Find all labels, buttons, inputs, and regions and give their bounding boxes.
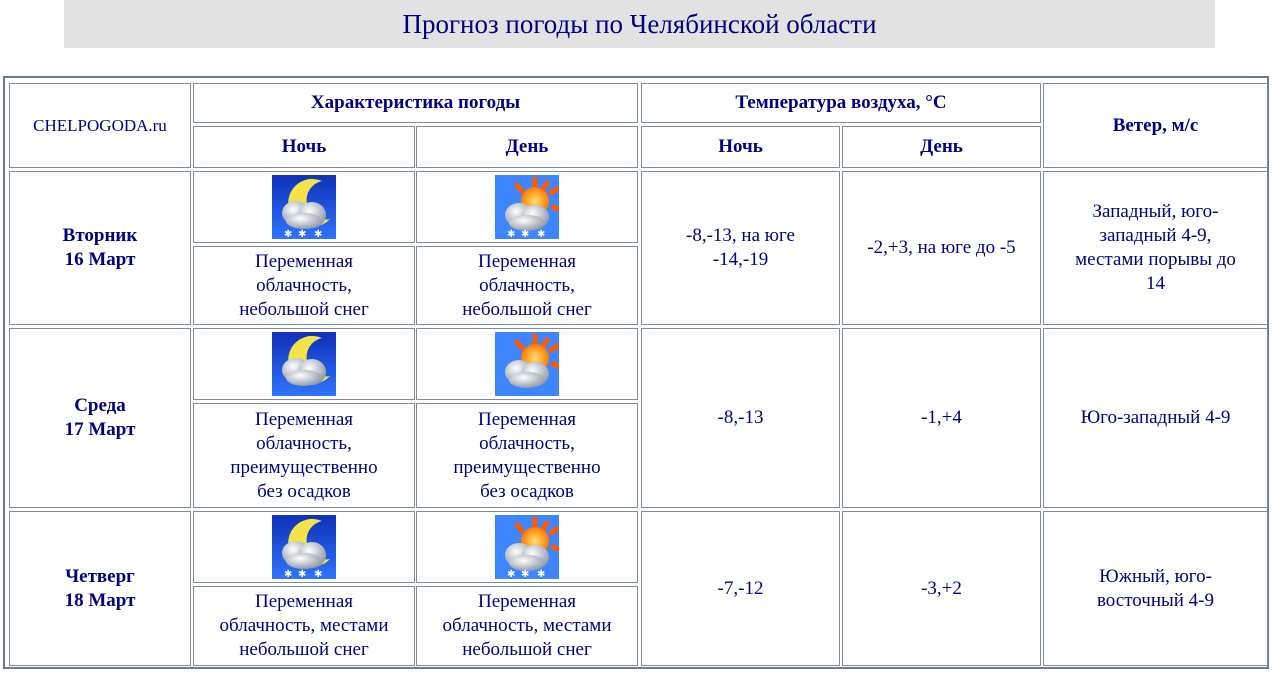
moon-cloud-snow-icon <box>272 515 336 579</box>
desc-line: Переменная <box>477 408 577 430</box>
weekday: Среда <box>74 395 126 416</box>
wind-cell-3 <box>1043 511 1268 666</box>
date: 16 Март <box>64 249 136 270</box>
temp-line: -14,-19 <box>712 249 769 270</box>
temp-value: -3,+2 <box>921 577 962 599</box>
moon-cloud-icon <box>272 332 336 396</box>
day-icon-cell-1 <box>416 171 638 243</box>
desc-line: преимущественно <box>453 456 601 478</box>
temp-value: -8,-13 <box>717 407 764 428</box>
moon-cloud-snow-icon <box>272 175 336 239</box>
wind-header <box>1043 83 1268 168</box>
day-temp-cell-2 <box>842 328 1041 508</box>
wind-line: западный 4-9, <box>1099 225 1212 246</box>
night-icon-cell-1 <box>193 171 415 243</box>
site-name-cell <box>9 83 191 168</box>
desc-line: Переменная <box>254 591 354 612</box>
desc-line: без осадков <box>480 480 574 502</box>
desc-line: Переменная <box>254 250 354 272</box>
day-icon-cell-2 <box>416 328 638 400</box>
desc-line: небольшой снег <box>239 639 369 660</box>
day-desc-subheader <box>416 126 638 168</box>
wind-cell-2 <box>1043 328 1268 508</box>
day-cell-2 <box>9 328 191 508</box>
wind-line: восточный 4-9 <box>1096 589 1215 611</box>
weekday: Четверг <box>65 565 135 587</box>
night-desc-cell-1 <box>193 246 415 325</box>
night-label: Ночь <box>281 136 327 157</box>
day-temp-label: День <box>920 136 963 157</box>
night-icon-cell-3 <box>193 511 415 583</box>
night-temp-cell-3 <box>641 511 840 666</box>
desc-line: небольшой снег <box>462 639 592 660</box>
sun-cloud-snow-icon <box>495 515 559 579</box>
desc-line: Переменная <box>254 408 354 430</box>
night-desc-cell-3 <box>193 586 415 666</box>
desc-line: небольшой снег <box>462 298 592 320</box>
weather-desc-header <box>193 83 638 123</box>
wind-line: местами порывы до <box>1075 249 1236 270</box>
desc-line: небольшой снег <box>239 298 369 320</box>
desc-line: облачность, <box>256 274 352 296</box>
night-temp-subheader <box>641 126 840 168</box>
desc-line: Переменная <box>477 591 577 612</box>
wind-cell-1 <box>1043 171 1268 325</box>
day-icon-cell-3 <box>416 511 638 583</box>
wind-line: Западный, юго- <box>1092 201 1219 222</box>
day-desc-cell-3 <box>416 586 638 666</box>
desc-line: без осадков <box>257 480 351 502</box>
sun-cloud-snow-icon <box>495 175 559 239</box>
night-temp-cell-2 <box>641 328 840 508</box>
temp-line: -8,-13, на юге <box>686 225 795 246</box>
desc-line: облачность, местами <box>219 615 389 636</box>
desc-line: облачность, местами <box>442 615 612 636</box>
day-temp-cell-1 <box>842 171 1041 325</box>
temp-value: -7,-12 <box>717 577 764 599</box>
wind-value: Юго-западный 4-9 <box>1080 407 1231 428</box>
night-icon-cell-2 <box>193 328 415 400</box>
night-temp-cell-1 <box>641 171 840 325</box>
day-label: День <box>505 136 549 157</box>
desc-line: облачность, <box>256 432 352 454</box>
day-temp-subheader <box>842 126 1041 168</box>
day-desc-cell-2 <box>416 403 638 508</box>
date: 18 Март <box>64 589 136 611</box>
temperature-header <box>641 83 1041 123</box>
weather-desc-label: Характеристика погоды <box>310 92 521 113</box>
wind-line: Южный, юго- <box>1099 565 1212 587</box>
date: 17 Март <box>64 419 136 440</box>
temperature-label: Температура воздуха, °C <box>735 92 947 113</box>
day-temp-cell-3 <box>842 511 1041 666</box>
day-cell-3 <box>9 511 191 666</box>
wind-line: 14 <box>1146 273 1165 294</box>
page-title: Прогноз погоды по Челябинской области <box>64 0 1215 48</box>
night-desc-cell-2 <box>193 403 415 508</box>
day-desc-cell-1 <box>416 246 638 325</box>
night-desc-subheader <box>193 126 415 168</box>
night-temp-label: Ночь <box>718 136 763 157</box>
temp-value: -1,+4 <box>921 407 962 428</box>
desc-line: Переменная <box>477 250 577 272</box>
day-cell-1 <box>9 171 191 325</box>
desc-line: облачность, <box>479 274 575 296</box>
temp-value: -2,+3, на юге до -5 <box>867 237 1016 258</box>
sun-cloud-icon <box>495 332 559 396</box>
site-name: CHELPOGODA.ru <box>33 115 167 135</box>
desc-line: преимущественно <box>230 456 378 478</box>
desc-line: облачность, <box>479 432 575 454</box>
weekday: Вторник <box>62 225 138 246</box>
wind-label: Ветер, м/с <box>1112 114 1199 136</box>
